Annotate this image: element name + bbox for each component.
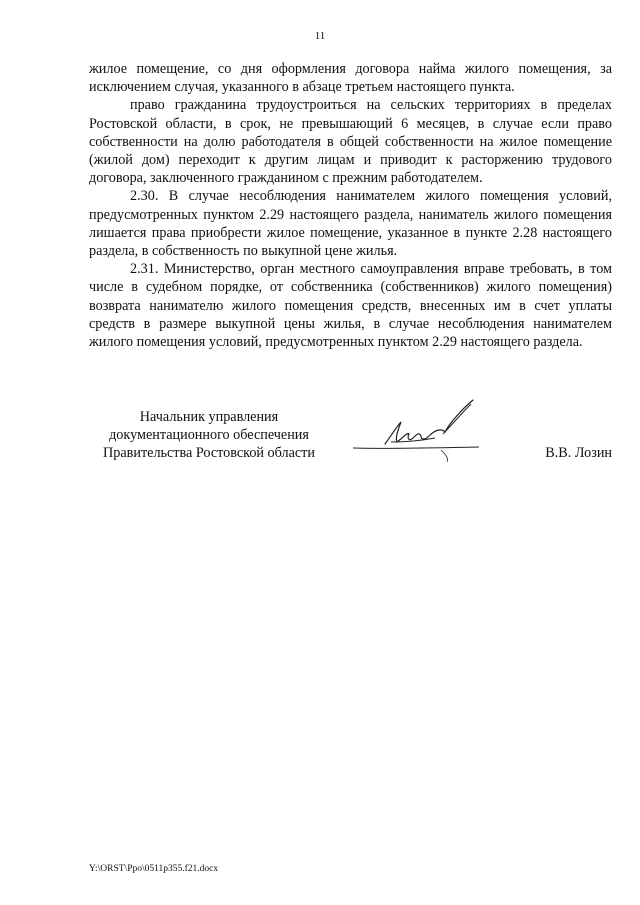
signatory-position-line-2: документационного обеспечения (109, 427, 309, 443)
page-number: 11 (314, 30, 326, 42)
signatory-position-line-3: Правительства Ростовской области (103, 445, 315, 461)
paragraph-employment-right: право гражданина трудоустроиться на сельских территориях в пределах Ростовской области, в срок, не превышающий 6 месяцев, в случае если право собственности на долю работодателя в общей собственности на жилое помещение (жилой дом) переходит к другим лицам и приводит к расторжению трудового договора, заключенного гражданином с прежним работодателем. (89, 97, 612, 187)
paragraph-continuation: жилое помещение, со дня оформления договора найма жилого помещения, за исключением случая, указанного в абзаце третьем настоящего пункта. (89, 61, 612, 96)
paragraph-clause-2-31: 2.31. Министерство, орган местного самоуправления вправе требовать, в том числе в судебном порядке, от собственника (собственников) жилого помещения) возврата нанимателю жилого помещения средств, внесенных им в счет уплаты средств в размере выкупной цены жилья, в случае несоблюдения нанимателем жилого помещения условий, предусмотренных пунктом 2.29 настоящего раздела. (89, 261, 612, 351)
signatory-position (89, 408, 329, 462)
signatory-position-line-1: Начальник управления (139, 409, 279, 425)
footer-file-path: Y:\ORST\Ppo\0511p355.f21.docx (89, 864, 219, 874)
paragraph-clause-2-30: 2.30. В случае несоблюдения нанимателем жилого помещения условий, предусмотренных пунктом 2.29 настоящего раздела, наниматель жилого помещения лишается права приобрести жилое помещение, указанное в пункте 2.28 настоящего раздела, в собственность по выкупной цене жилья. (89, 188, 612, 260)
document-body (89, 60, 612, 351)
signature-block (89, 408, 612, 468)
signatory-name: В.В. Лозин (545, 445, 612, 461)
handwritten-signature (351, 398, 481, 468)
